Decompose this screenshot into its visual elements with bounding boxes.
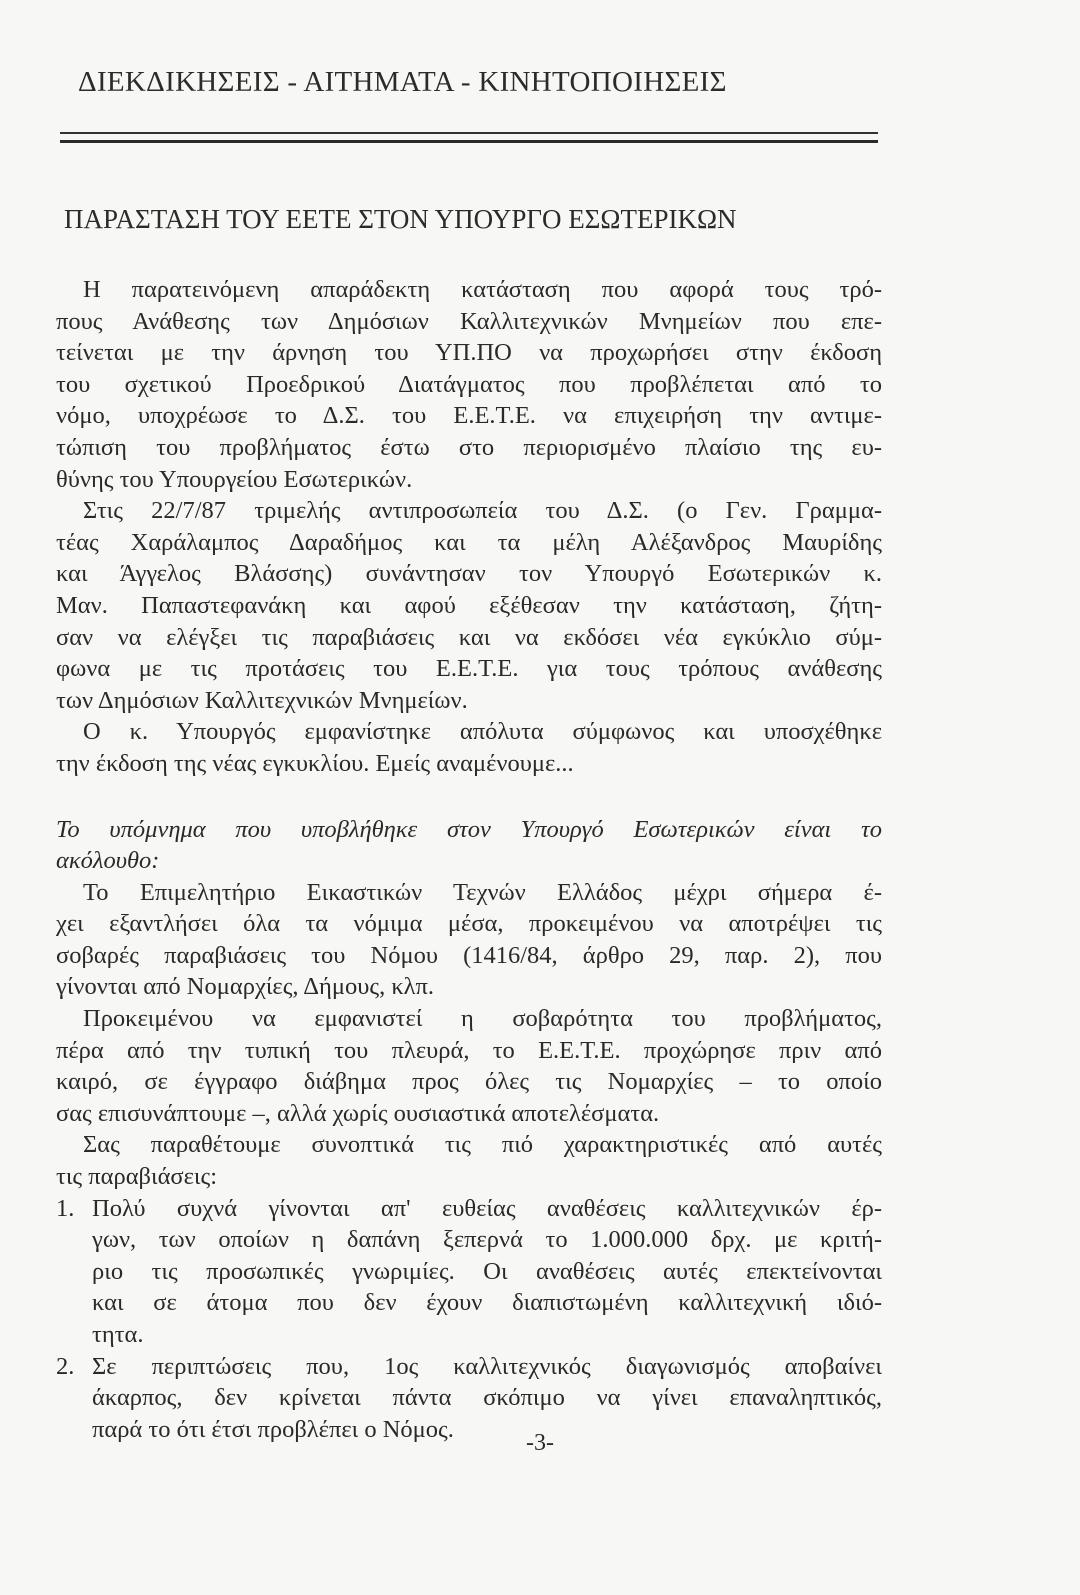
article-title: ΠΑΡΑΣΤΑΣΗ ΤΟΥ ΕΕΤΕ ΣΤΟΝ ΥΠΟΥΡΓΟ ΕΣΩΤΕΡΙΚΩΝ	[64, 204, 737, 234]
text-line: Το υπόμνημα που υποβλήθηκε στον Υπουργό Εσωτερικών είναι το	[56, 815, 882, 843]
header-rule-bottom	[60, 140, 878, 143]
text-line: και σε άτομα που δεν έχουν διαπιστωμένη καλλιτεχνική ιδιό-	[92, 1289, 882, 1317]
paragraph-2	[56, 495, 882, 716]
header-rule-top	[60, 132, 878, 134]
memo-paragraph-3	[56, 1129, 882, 1192]
text-line: Ο κ. Υπουργός εμφανίστηκε απόλυτα σύμφωνος και υποσχέθηκε	[83, 718, 882, 746]
text-line: και Άγγελος Βλάσσης) συνάντησαν τον Υπουργό Εσωτερικών κ.	[56, 560, 882, 588]
text-line: νόμο, υποχρέωσε το Δ.Σ. του Ε.Ε.Τ.Ε. να επιχειρήση την αντιμε-	[56, 402, 882, 430]
text-line: Στις 22/7/87 τριμελής αντιπροσωπεία του Δ.Σ. (ο Γεν. Γραμμα-	[83, 497, 882, 525]
text-line: τις παραβιάσεις:	[56, 1163, 218, 1191]
text-line: Μαν. Παπαστεφανάκη και αφού εξέθεσαν την κατάσταση, ζήτη-	[56, 591, 882, 619]
memo-paragraph-1	[56, 877, 882, 1003]
list-number: 1.	[56, 1194, 75, 1222]
text-line: Το Επιμελητήριο Εικαστικών Τεχνών Ελλάδος μέχρι σήμερα έ-	[83, 878, 882, 906]
text-line: σας επισυνάπτουμε –, αλλά χωρίς ουσιαστικά αποτελέσματα.	[56, 1099, 660, 1127]
text-line: άκαρπος, δεν κρίνεται πάντα σκόπιμο να γίνει επαναληπτικός,	[92, 1384, 882, 1412]
text-line: Σας παραθέτουμε συνοπτικά τις πιό χαρακτηριστικές από αυτές	[83, 1131, 882, 1159]
text-line: πέρα από την τυπική του πλευρά, το Ε.Ε.Τ.Ε. προχώρησε πριν από	[56, 1036, 882, 1064]
text-line: θύνης του Υπουργείου Εσωτερικών.	[56, 465, 413, 493]
text-line: τείνεται με την άρνηση του ΥΠ.ΠΟ να προχωρήσει στην έκδοση	[56, 339, 882, 367]
section-header: ΔΙΕΚΔΙΚΗΣΕΙΣ - ΑΙΤΗΜΑΤΑ - ΚΙΝΗΤΟΠΟΙΗΣΕΙΣ	[78, 66, 727, 98]
text-line: πους Ανάθεσης των Δημόσιων Καλλιτεχνικών Μνημείων που επε-	[56, 307, 882, 335]
text-line: ακόλουθο:	[56, 847, 160, 875]
text-line: τώπιση του προβλήματος έστω στο περιορισμένο πλαίσιο της ευ-	[56, 433, 882, 461]
text-line: Προκειμένου να εμφανιστεί η σοβαρότητα του προβλήματος,	[83, 1005, 882, 1033]
text-line: παρά το ότι έτσι προβλέπει ο Νόμος.	[92, 1415, 454, 1443]
article-body	[56, 274, 882, 1445]
text-line: Η παρατεινόμενη απαράδεκτη κατάσταση που αφορά τους τρό-	[83, 276, 882, 303]
text-line: του σχετικού Προεδρικού Διατάγματος που προβλέπεται από το	[56, 370, 882, 398]
text-line: την έκδοση της νέας εγκυκλίου. Εμείς αναμένουμε...	[56, 749, 574, 777]
page-number: -3-	[526, 1430, 554, 1456]
text-line: ριο τις προσωπικές γνωριμίες. Οι αναθέσεις αυτές επεκτείνονται	[92, 1257, 882, 1285]
text-line: γίνονται από Νομαρχίες, Δήμους, κλπ.	[56, 973, 435, 1001]
list-item	[56, 1193, 882, 1351]
text-line: φωνα με τις προτάσεις του Ε.Ε.Τ.Ε. για τους τρόπους ανάθεσης	[56, 655, 882, 683]
spacer	[56, 780, 882, 814]
text-line: τέας Χαράλαμπος Δαραδήμος και τα μέλη Αλέξανδρος Μαυρίδης	[56, 528, 882, 556]
text-line: γων, των οποίων η δαπάνη ξεπερνά το 1.000.000 δρχ. με κριτή-	[92, 1226, 882, 1254]
memo-paragraph-2	[56, 1003, 882, 1129]
text-line: σοβαρές παραβιάσεις του Νόμου (1416/84, άρθρο 29, παρ. 2), που	[56, 941, 882, 969]
text-line: Πολύ συχνά γίνονται απ' ευθείας αναθέσεις καλλιτεχνικών έρ-	[92, 1194, 882, 1222]
text-line: των Δημόσιων Καλλιτεχνικών Μνημείων.	[56, 686, 468, 714]
text-line: σαν να ελέγξει τις παραβιάσεις και να εκδόσει νέα εγκύκλιο σύμ-	[56, 623, 882, 651]
paragraph-1	[56, 274, 882, 495]
memo-intro	[56, 814, 882, 877]
list-number: 2.	[56, 1352, 75, 1380]
text-line: Σε περιπτώσεις που, 1ος καλλιτεχνικός διαγωνισμός αποβαίνει	[92, 1352, 882, 1380]
text-line: τητα.	[92, 1321, 144, 1348]
text-line: χει εξαντλήσει όλα τα νόμιμα μέσα, προκειμένου να αποτρέψει τις	[56, 910, 882, 938]
text-line: καιρό, σε έγγραφο διάβημα προς όλες τις Νομαρχίες – το οποίο	[56, 1068, 882, 1096]
paragraph-3	[56, 716, 882, 779]
